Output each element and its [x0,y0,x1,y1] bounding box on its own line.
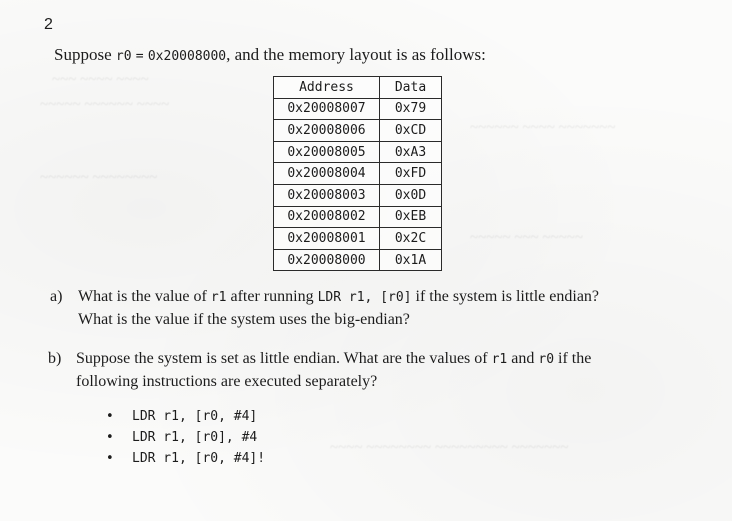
question-a-label: a) [50,288,63,305]
table-row [274,98,442,120]
list-item [106,448,265,469]
question-a-register: r1 [210,290,227,305]
instruction-text: LDR r1, [r0], #4 [132,430,258,445]
question-b-line-1 [48,348,591,371]
intro-suffix: , and the memory layout is as follows: [226,45,486,64]
question-a [50,286,599,331]
data-column-header: Data [380,77,442,99]
data-cell: 0x79 [380,98,442,120]
table-row [274,206,442,228]
question-a-text-1: What is the value of [78,288,211,305]
memory-layout-table [273,76,442,271]
question-b-line-2: following instructions are executed separately? [76,373,378,390]
show-through-texture: ~~~~~~ ~~~~ ~~~~~~~ [470,120,616,136]
intro-prefix: Suppose [54,45,112,64]
table-header-row [274,77,442,99]
intro-register: r0 [115,49,132,64]
list-item [106,427,265,448]
question-a-text-3: if the system is little endian? [411,288,600,305]
data-cell: 0x0D [380,184,442,206]
table-row [274,163,442,185]
question-b-register-2: r0 [538,352,555,367]
address-cell: 0x20008003 [274,184,380,206]
question-b-text-2: and [507,350,539,367]
question-b-text-3: if the [554,350,592,367]
bullet-icon: • [106,430,114,445]
address-cell: 0x20008004 [274,163,380,185]
question-a-instruction: LDR r1, [r0] [317,290,412,305]
data-cell: 0xA3 [380,141,442,163]
address-cell: 0x20008002 [274,206,380,228]
question-b-label: b) [48,350,62,367]
question-b-text-1: Suppose the system is set as little endian. What are the values of [76,350,492,367]
show-through-texture: ~~~~~ ~~~~~~ ~~~~ [40,97,170,113]
intro-equals: = [135,49,144,64]
instruction-text: LDR r1, [r0, #4] [132,409,258,424]
question-a-line-2: What is the value if the system uses the big-endian? [78,311,410,328]
instruction-list [106,406,265,469]
data-cell: 0xEB [380,206,442,228]
instruction-text: LDR r1, [r0, #4]! [132,451,266,466]
question-a-text-2: after running [226,288,318,305]
address-cell: 0x20008001 [274,228,380,250]
intro-sentence [54,45,486,65]
data-cell: 0xFD [380,163,442,185]
show-through-texture: ~~~~~~ ~~~~~~~~ [40,170,158,186]
data-cell: 0xCD [380,120,442,142]
show-through-texture: ~~~~ ~~~~~~~~ ~~~~~~~~~ ~~~~~~~ [330,440,569,456]
table-row [274,228,442,250]
address-cell: 0x20008000 [274,249,380,271]
data-cell: 0x1A [380,249,442,271]
table-row [274,249,442,271]
show-through-texture: ~~~~~ ~~~ ~~~~~ [470,230,583,246]
address-column-header: Address [274,77,380,99]
question-b-register-1: r1 [491,352,508,367]
table-row [274,184,442,206]
question-b [48,348,591,393]
address-cell: 0x20008007 [274,98,380,120]
bullet-icon: • [106,451,114,466]
table-row [274,120,442,142]
bullet-icon: • [106,409,114,424]
page-number: 2 [44,16,53,33]
question-a-line-1 [50,286,599,309]
address-cell: 0x20008006 [274,120,380,142]
list-item [106,406,265,427]
table-row [274,141,442,163]
show-through-texture: ~~~ ~~~~ ~~~~ [52,72,149,88]
intro-address-value: 0x20008000 [147,49,227,64]
data-cell: 0x2C [380,228,442,250]
address-cell: 0x20008005 [274,141,380,163]
